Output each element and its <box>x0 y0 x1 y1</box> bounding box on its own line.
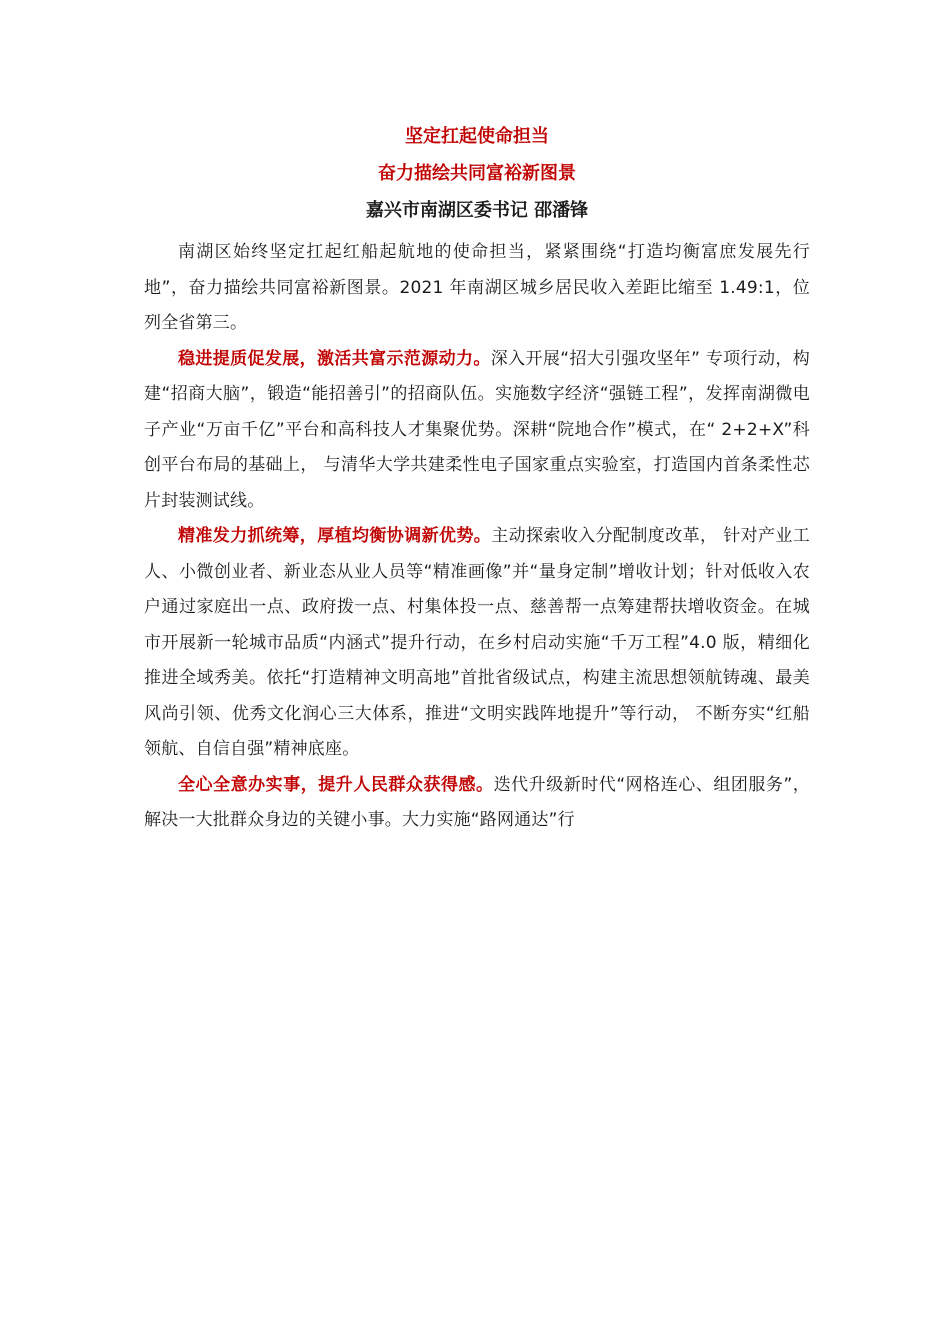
title-line-1: 坚定扛起使命担当 <box>405 126 549 147</box>
paragraph-lead: 稳进提质促发展，激活共富示范源动力。 <box>178 348 491 369</box>
author-line: 嘉兴市南湖区委书记 邵潘锋 <box>365 200 589 221</box>
paragraph-development <box>144 342 810 520</box>
paragraph-body: 迭代升级新时代“网格连心、组团服务”，解决一大批群众身边的关键小事。大力实施“路网通达”行 <box>144 774 810 830</box>
paragraph-lead: 精准发力抓统筹，厚植均衡协调新优势。 <box>178 526 492 546</box>
paragraph-body: 深入开展“招大引强攻坚年” 专项行动，构建“招商大脑”，锻造“能招善引”的招商队伍。实施数字经济“强链工程”，发挥南湖微电子产业“万亩千亿”平台和高科技人才集聚优势。深耕“院地合作”模式，在“ 2+2+X”科创平台布局的基础上， 与清华大学共建柔性电子国家重点实验室，打造国内首条柔性芯片封装测试线。 <box>144 348 810 511</box>
paragraph-body: 南湖区始终坚定扛起红船起航地的使命担当，紧紧围绕“打造均衡富庶发展先行地”，奋力描绘共同富裕新图景。2021 年南湖区城乡居民收入差距比缩至 1.49:1，位列全省第三。 <box>144 242 810 333</box>
document-page <box>144 118 810 839</box>
paragraph-body: 主动探索收入分配制度改革， 针对产业工人、小微创业者、新业态从业人员等“精准画像”并“量身定制”增收计划；针对低收入农户通过家庭出一点、政府拨一点、村集体投一点、慈善帮一点筹建帮扶增收资金。在城市开展新一轮城市品质“内涵式”提升行动，在乡村启动实施“千万工程”4.0 版，精细化推进全域秀美。依托“打造精神文明高地”首批省级试点，构建主流思想领航铸魂、最美风尚引领、优秀文化润心三大体系，推进“文明实践阵地提升”等行动， 不断夯实“红船领航、自信自强”精神底座。 <box>144 526 810 759</box>
paragraph-coordination <box>144 519 810 768</box>
paragraph-lead: 全心全意办实事，提升人民群众获得感。 <box>178 774 494 795</box>
paragraph-people <box>144 768 810 839</box>
title-line-2: 奋力描绘共同富裕新图景 <box>378 163 576 184</box>
paragraph-intro <box>144 235 810 342</box>
